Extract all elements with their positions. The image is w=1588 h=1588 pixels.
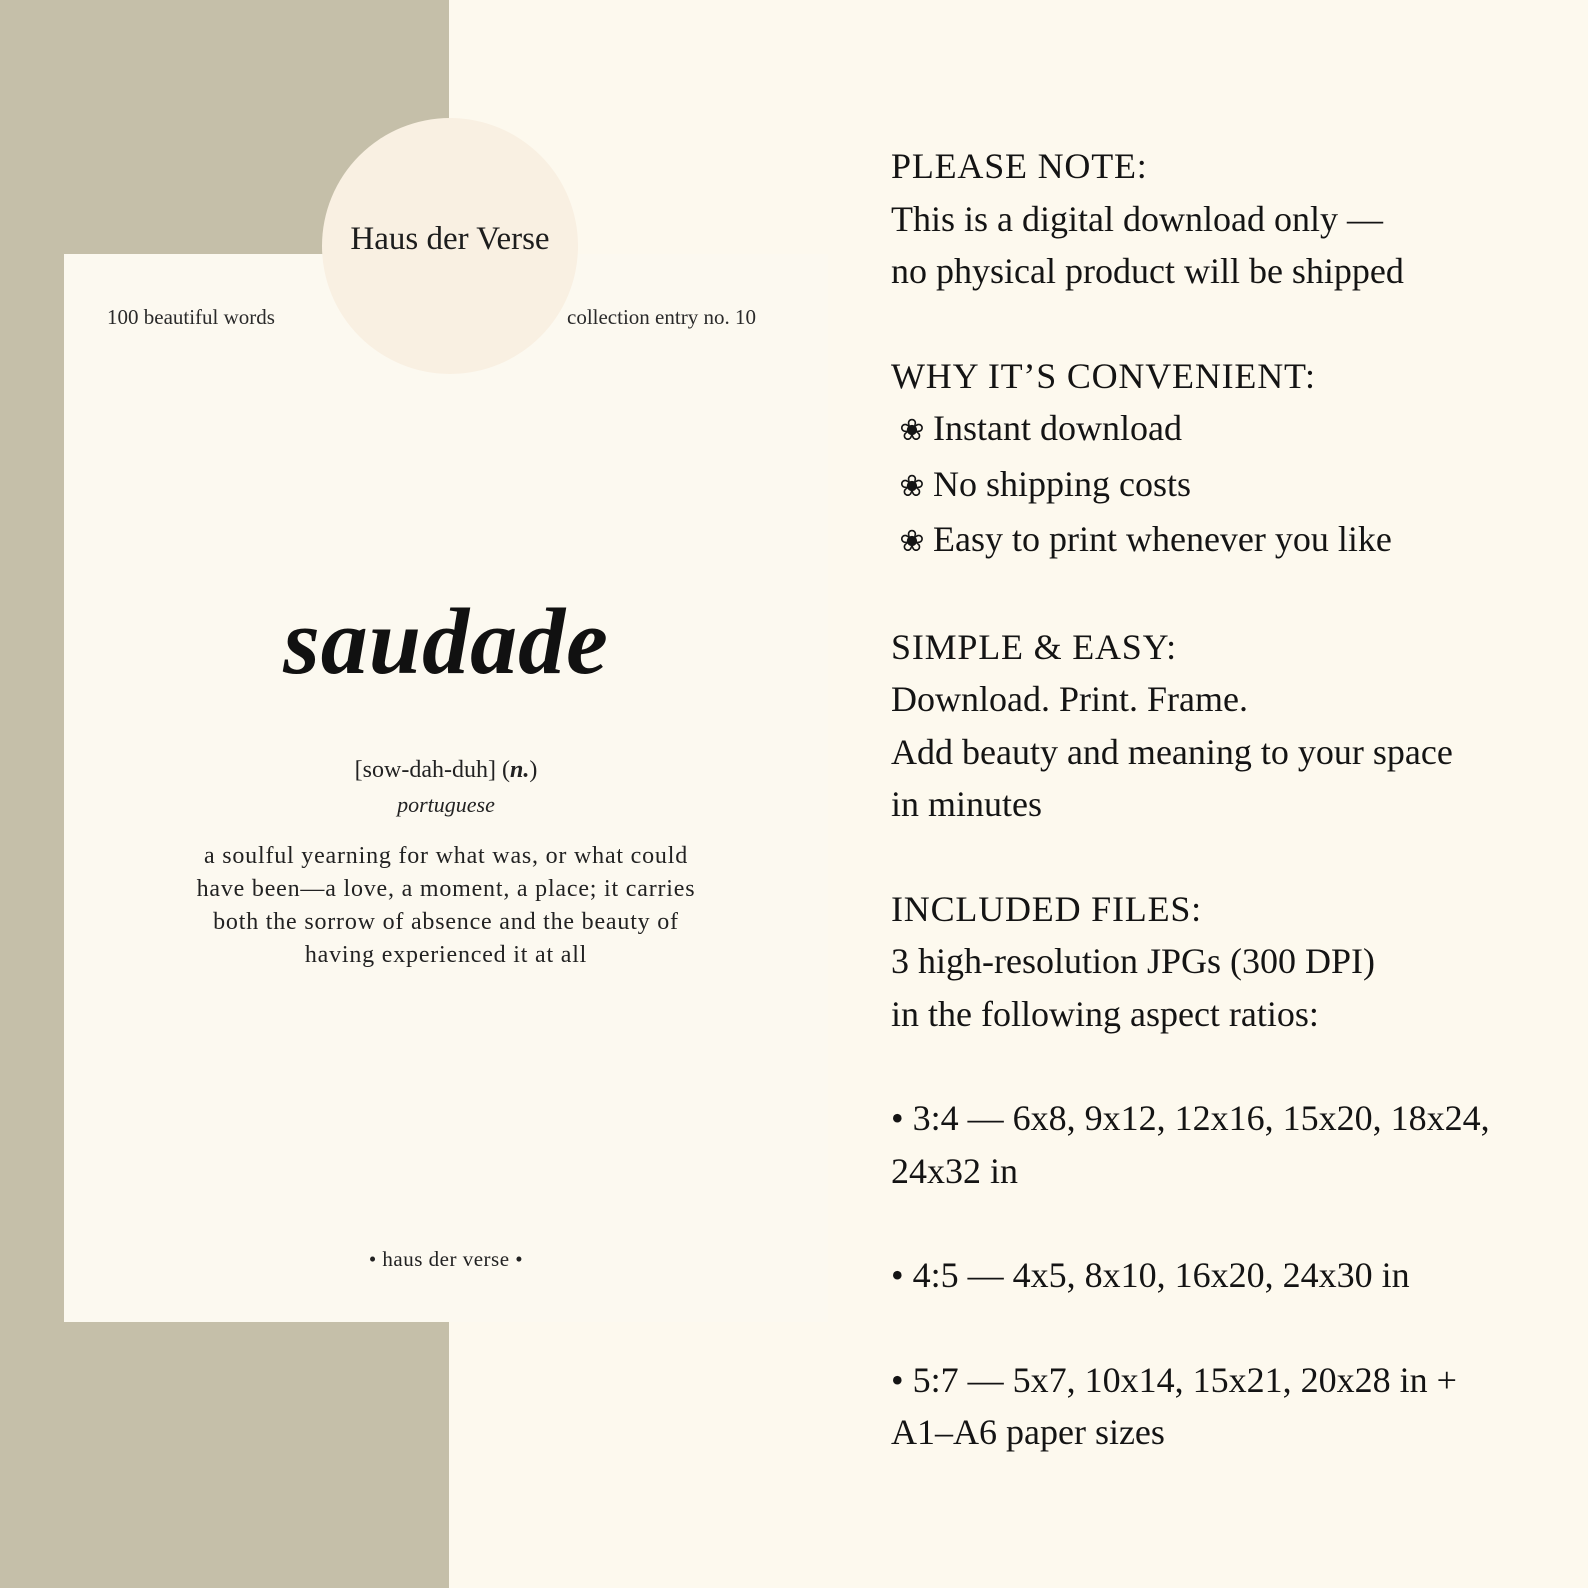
definition [150, 840, 742, 972]
definition-line: have been—a love, a moment, a place; it carries [196, 876, 696, 902]
brand-badge [322, 118, 578, 374]
spacer [891, 1197, 1571, 1249]
files-line: 3 high-resolution JPGs (300 DPI) [891, 941, 1375, 981]
convenient-heading: WHY IT’S CONVENIENT: [891, 355, 1316, 396]
card-signature: • haus der verse • [368, 1247, 524, 1271]
simple-line: Add beauty and meaning to your space [891, 731, 1453, 772]
part-of-speech-close: ) [529, 757, 538, 783]
flower-icon: ❀ [899, 469, 925, 503]
flower-icon: ❀ [899, 525, 925, 558]
print-preview-card [64, 254, 828, 1322]
ratio-line: A1–A6 paper sizes [891, 1412, 1165, 1452]
part-of-speech-open: ( [501, 757, 510, 783]
spacer [891, 1302, 1571, 1354]
spacer [891, 569, 1571, 621]
convenient-item [891, 402, 1571, 458]
pronunciation: [sow-dah-duh] [354, 757, 496, 783]
convenient-item [891, 513, 1571, 569]
convenient-item-label: No shipping costs [933, 463, 1192, 504]
definition-line: both the sorrow of absence and the beauty of [213, 909, 679, 935]
convenient-item [891, 458, 1571, 514]
language: portuguese [397, 792, 495, 817]
pronunciation-line [64, 757, 828, 784]
simple-line: in minutes [891, 784, 1042, 824]
collection-label: 100 beautiful words [107, 305, 275, 329]
spacer [891, 1040, 1571, 1092]
note-heading: PLEASE NOTE: [891, 146, 1148, 186]
ratio-line: • 3:4 — 6x8, 9x12, 12x16, 15x20, 18x24, [891, 1098, 1490, 1138]
brand-name: Haus der Verse [350, 220, 550, 257]
product-info [891, 140, 1571, 1459]
note-line: This is a digital download only — [891, 198, 1383, 239]
ratio-line: 24x32 in [891, 1150, 1019, 1191]
spacer [891, 831, 1571, 883]
simple-heading: SIMPLE & EASY: [891, 626, 1177, 667]
convenient-item-label: Easy to print whenever you like [933, 519, 1392, 559]
entry-number: collection entry no. 10 [567, 305, 756, 329]
note-line: no physical product will be shipped [891, 251, 1404, 291]
featured-word: saudade [283, 590, 609, 694]
part-of-speech: n. [509, 757, 530, 783]
files-line: in the following aspect ratios: [891, 993, 1319, 1034]
ratio-line: • 5:7 — 5x7, 10x14, 15x21, 20x28 in + [891, 1359, 1457, 1400]
definition-line: having experienced it at all [304, 942, 588, 968]
ratio-line: • 4:5 — 4x5, 8x10, 16x20, 24x30 in [891, 1255, 1410, 1295]
convenient-item-label: Instant download [933, 408, 1182, 448]
spacer [891, 298, 1571, 350]
flower-icon: ❀ [899, 414, 925, 447]
simple-line: Download. Print. Frame. [891, 679, 1248, 719]
definition-line: a soulful yearning for what was, or what could [203, 843, 688, 869]
files-heading: INCLUDED FILES: [891, 888, 1202, 929]
